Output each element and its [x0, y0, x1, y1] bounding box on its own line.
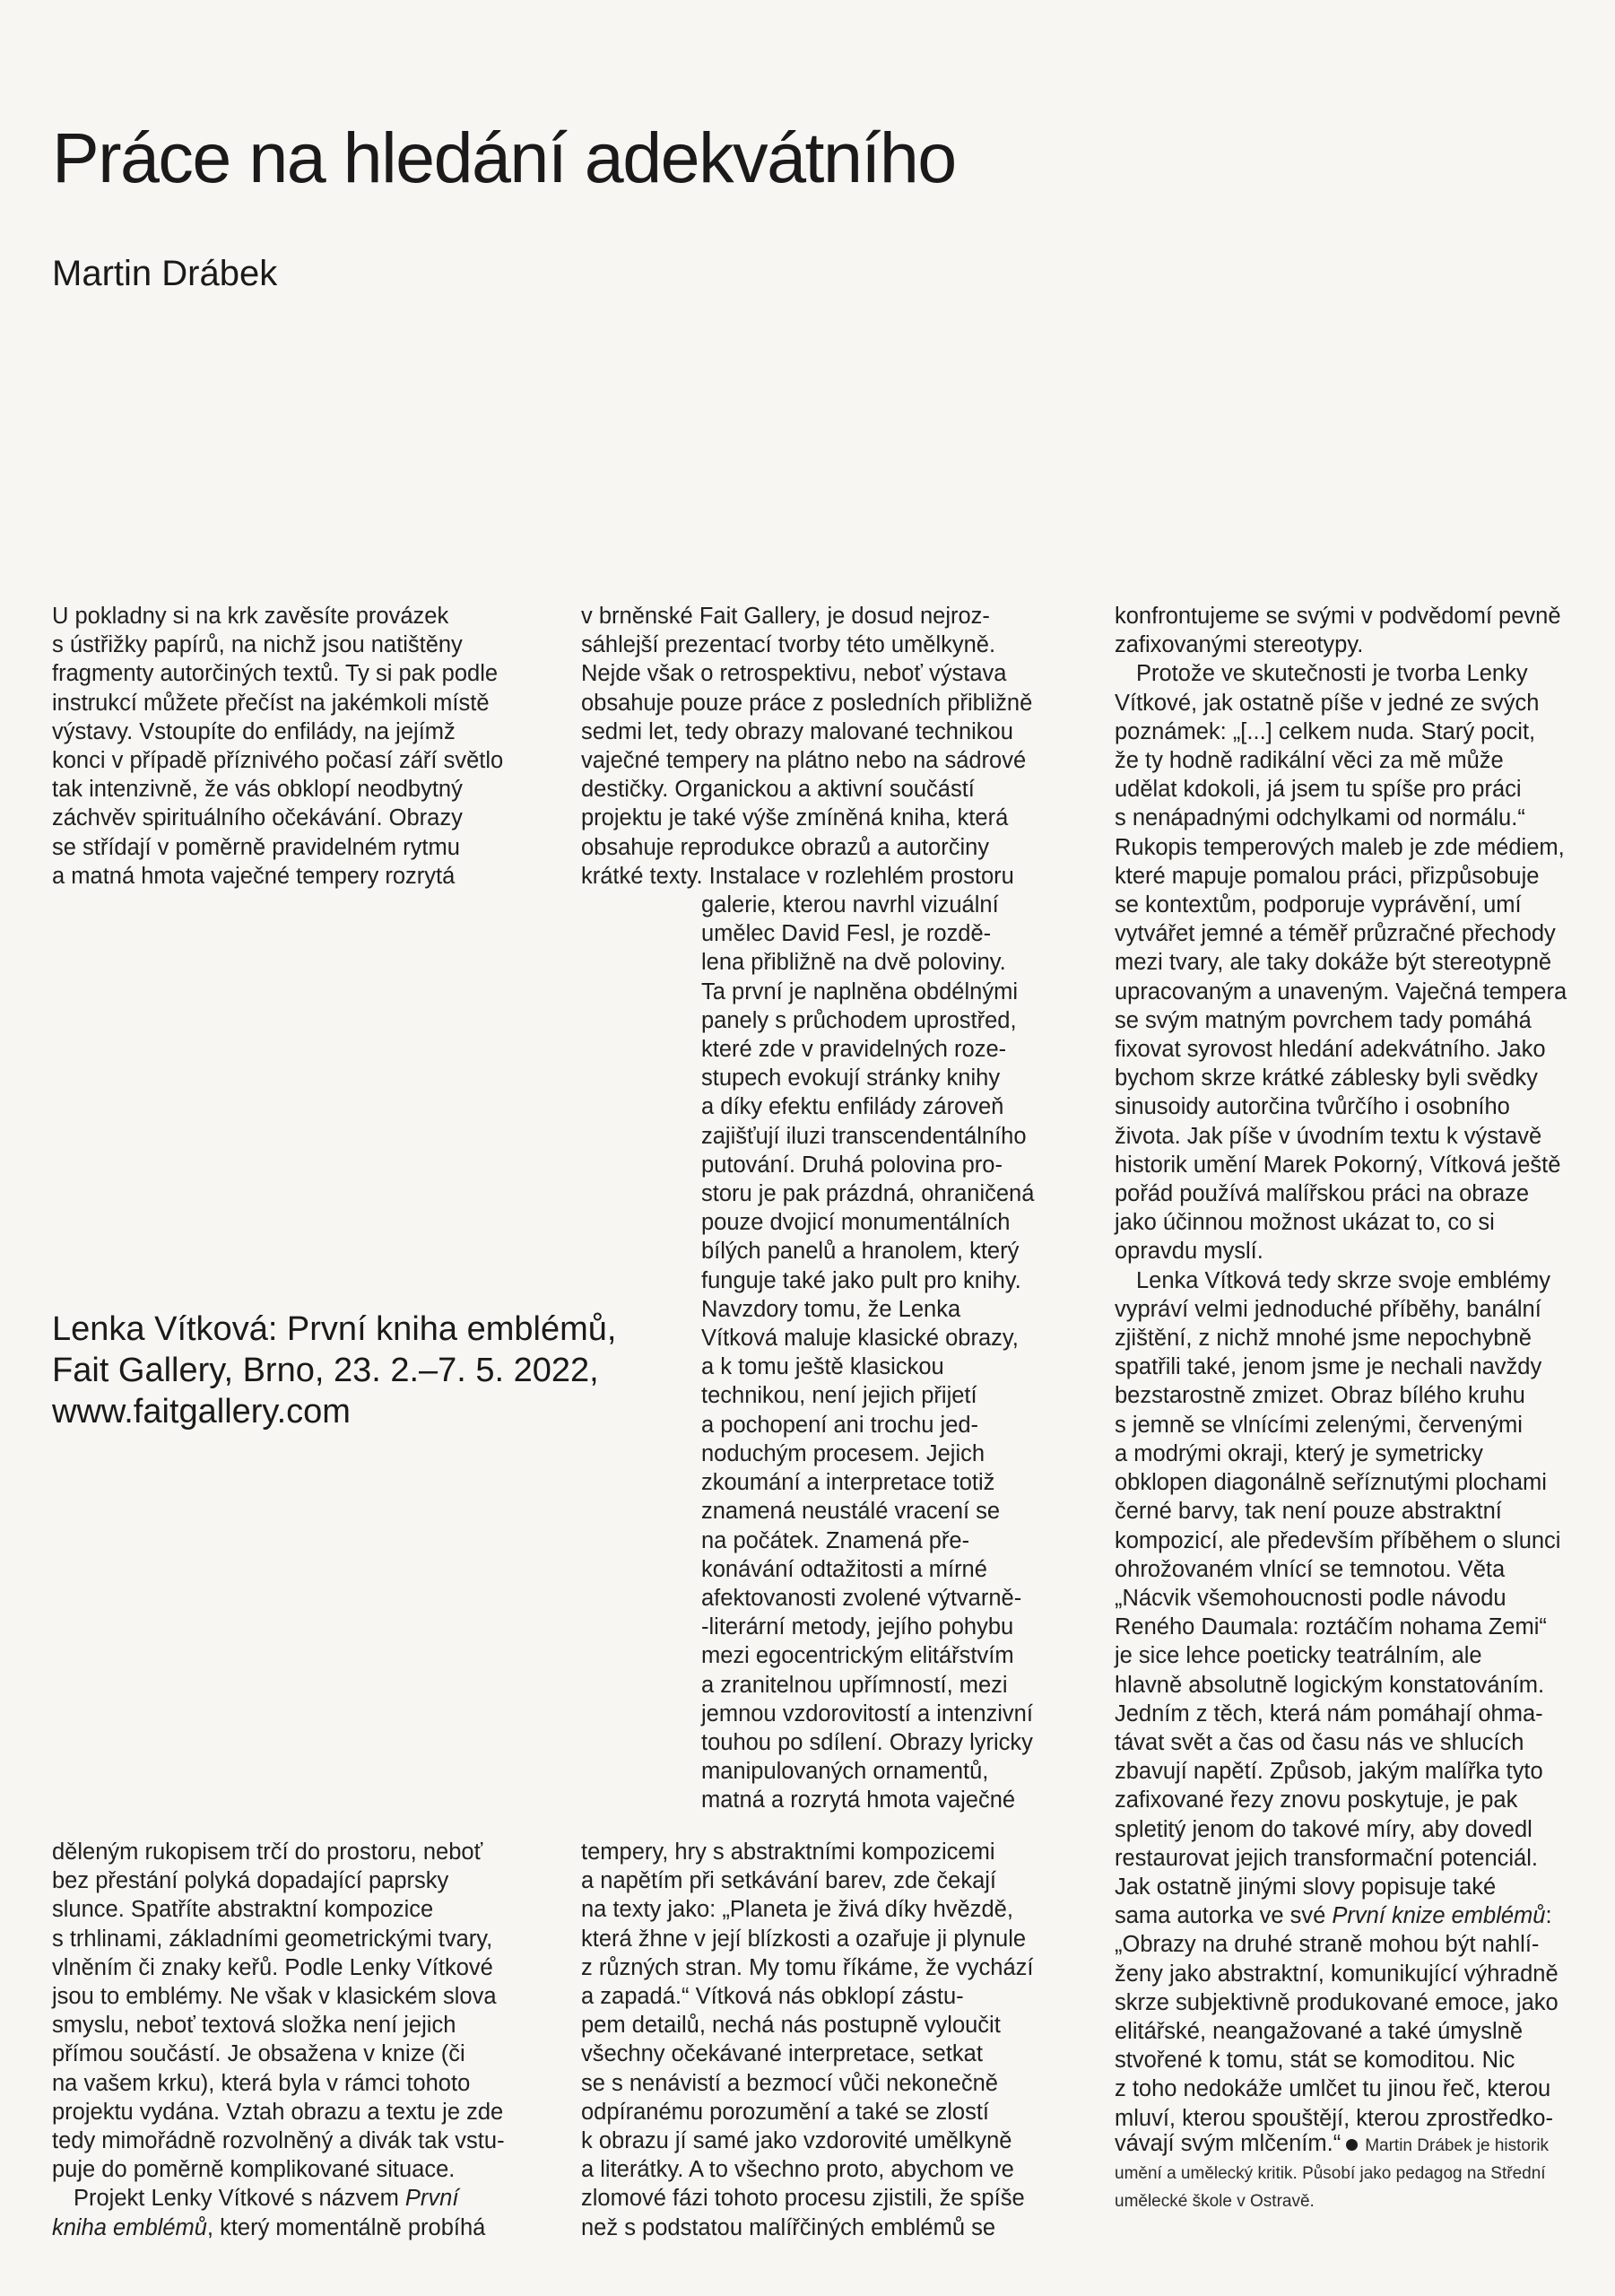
article-author: Martin Drábek	[52, 254, 278, 293]
text-line: než s podstatou malířčiných emblémů se	[581, 2214, 996, 2240]
text-line: spletitý jenom do takové míry, aby dovedl	[1115, 1816, 1533, 1842]
text-line: zafixované řezy znovu poskytuje, je pak	[1115, 1787, 1518, 1813]
text-line: a zranitelnou upřímností, mezi	[701, 1672, 1008, 1698]
text-line: noduchým procesem. Jejich	[701, 1440, 985, 1466]
text-line: Rukopis temperových maleb je zde médiem,	[1115, 834, 1565, 860]
column-1-paragraph-line: Projekt Lenky Vítkové s názvem První	[74, 2186, 459, 2212]
column-2-bottom	[581, 1838, 1092, 2242]
text-line: Protože ve skutečnosti je tvorba Lenky	[1136, 661, 1528, 687]
text-line: života. Jak píše v úvodním textu k výstavě	[1115, 1123, 1542, 1149]
text-line: spatřili také, jenom jsme je nechali navždy	[1115, 1354, 1542, 1380]
text-line: poznámek: „[...] celkem nuda. Starý pocit,	[1115, 718, 1536, 744]
text-line: k obrazu jí samé jako vzdorovité umělkyně	[581, 2128, 1012, 2154]
column-1-top	[52, 602, 554, 891]
text-line: storu je pak prázdná, ohraničená	[701, 1181, 1035, 1207]
text-line: bezstarostně zmizet. Obraz bílého kruhu	[1115, 1383, 1525, 1409]
text-line: mezi tvary, ale taky dokáže být stereotypně	[1115, 950, 1552, 976]
text-line: se s nenávistí a bezmocí vůči nekonečně	[581, 2070, 998, 2096]
text-line: záchvěv spirituálního očekávání. Obrazy	[52, 805, 463, 831]
text-line: fixovat syrovost hledání adekvátního. Jako	[1115, 1037, 1546, 1063]
text-line: tak intenzivně, že vás obklopí neodbytný	[52, 777, 463, 803]
text-line: tedy mimořádně rozvolněný a divák tak vstu-	[52, 2128, 505, 2154]
text-line: lena přibližně na dvě poloviny.	[701, 950, 1006, 976]
text-line: Lenka Vítková: První kniha emblémů,	[52, 1310, 617, 1348]
author-bio	[1115, 2130, 1613, 2215]
text-line: udělat kdokoli, já jsem tu spíše pro práci	[1115, 777, 1522, 803]
text-line: hlavně absolutně logickým konstatováním.	[1115, 1672, 1545, 1698]
text-line: ženy jako abstraktní, komunikující výhradně	[1115, 1961, 1559, 1987]
quote-end: vávají svým mlčením.“	[1115, 2131, 1341, 2156]
bio-line: umění a umělecký kritik. Působí jako pedagog na Střední	[1115, 2164, 1546, 2183]
text-line: távat svět a čas od času nás ve shlucích	[1115, 1729, 1524, 1755]
text-line: konci v případě příznivého počasí září světlo	[52, 748, 504, 774]
text-line: sedmi let, tedy obrazy malované technikou	[581, 718, 1013, 744]
text-line: umělec David Fesl, je rozdě-	[701, 921, 992, 947]
text-line: U pokladny si na krk zavěsíte provázek	[52, 604, 449, 629]
text-line: jsou to emblémy. Ne však v klasickém slova	[52, 1984, 497, 2010]
text-line: Jak ostatně jinými slovy popisuje také	[1115, 1874, 1497, 1900]
text-line: ohrožovaném vlnící se temnotou. Věta	[1115, 1556, 1506, 1582]
text-line: vytvářet jemné a téměř průzračné přechody	[1115, 921, 1556, 947]
text-line: je sice lehce poeticky teatrálním, ale	[1115, 1643, 1482, 1669]
text-line: stvořené k tomu, stát se komoditou. Nic	[1115, 2048, 1515, 2074]
text-line: slunce. Spatříte abstraktní kompozice	[52, 1897, 434, 1923]
text-line: afektovanosti zvolené výtvarně-	[701, 1585, 1022, 1611]
text-line: se svým matným povrchem tady pomáhá	[1115, 1007, 1532, 1033]
text-line: Reného Daumala: roztáčím nohama Zemi“	[1115, 1614, 1547, 1640]
text-line: galerie, kterou navrhl vizuální	[701, 892, 999, 918]
text-line: že ty hodně radikální věci za mě může	[1115, 748, 1504, 774]
column-1-bottom	[52, 1838, 554, 2242]
text-line: historik umění Marek Pokorný, Vítková ještě	[1115, 1152, 1561, 1178]
text-line: a literátky. A to všechno proto, abychom ve	[581, 2157, 1014, 2183]
text-line: Navzdory tomu, že Lenka	[701, 1296, 961, 1322]
text-line: s jemně se vlnícími zelenými, červenými	[1115, 1412, 1523, 1438]
text-line: a matná hmota vaječné tempery rozrytá	[52, 863, 456, 889]
text-line: manipulovaných ornamentů,	[701, 1759, 989, 1785]
column-1-paragraph-line: kniha emblémů, který momentálně probíhá	[52, 2214, 486, 2240]
text-line: konávání odtažitosti a mírné	[701, 1556, 987, 1582]
text-line: www.faitgallery.com	[52, 1393, 351, 1431]
text-line: „Nácvik všemohoucnosti podle návodu	[1115, 1585, 1506, 1611]
text-line: bychom skrze krátké záblesky byli svědky	[1115, 1065, 1538, 1091]
text-line: černé barvy, tak není pouze abstraktní	[1115, 1499, 1502, 1525]
text-line: pouze dvojicí monumentálních	[701, 1210, 1011, 1236]
text-line: bílých panelů a hranolem, který	[701, 1239, 1020, 1265]
column-3-line: sama autorka ve své První knize emblémů:	[1115, 1903, 1552, 1929]
text-line: se střídají v poměrně pravidelném rytmu	[52, 834, 460, 860]
text-line: kompozicí, ale především příběhem o slunci	[1115, 1527, 1561, 1553]
text-line: Vítková maluje klasické obrazy,	[701, 1326, 1019, 1352]
text-line: restaurovat jejich transformační potenciál.	[1115, 1845, 1538, 1871]
column-3	[1115, 602, 1613, 2133]
text-line: z toho nedokáže umlčet tu jinou řeč, kterou	[1115, 2076, 1551, 2102]
text-line: Ta první je naplněna obdélnými	[701, 978, 1018, 1004]
text-line: destičky. Organickou a aktivní součástí	[581, 777, 975, 803]
text-line: vaječné tempery na plátno nebo na sádrové	[581, 748, 1027, 774]
text-line: matná a rozrytá hmota vaječné	[701, 1787, 1016, 1813]
text-line: mluví, kterou spouštějí, kterou zprostředko-	[1115, 2105, 1553, 2131]
text-line: která žhne v její blízkosti a ozařuje ji plynule	[581, 1926, 1027, 1952]
text-line: Jedním z těch, která nám pomáhají ohma-	[1115, 1700, 1543, 1726]
text-line: zjištění, z nichž mnohé jsme nepochybně	[1115, 1326, 1532, 1352]
text-line: a pochopení ani trochu jed-	[701, 1412, 979, 1438]
text-line: obsahuje reprodukce obrazů a autorčiny	[581, 834, 990, 860]
text-line: vlněním či znaky keřů. Podle Lenky Vítkové	[52, 1954, 493, 1980]
text-line: s ústřižky papírů, na nichž jsou natištěny	[52, 632, 463, 658]
text-line: a modrými okraji, který je symetricky	[1115, 1440, 1483, 1466]
text-line: s trhlinami, základními geometrickými tvary,	[52, 1926, 493, 1952]
text-line: puje do poměrně komplikované situace.	[52, 2157, 456, 2183]
text-line: a k tomu ještě klasickou	[701, 1354, 944, 1380]
text-line: projektu je také výše zmíněná kniha, která	[581, 805, 1009, 831]
text-line: mezi egocentrickým elitářstvím	[701, 1643, 1014, 1669]
bio-line: umělecké škole v Ostravě.	[1115, 2192, 1315, 2211]
text-line: všechny očekávané interpretace, setkat	[581, 2041, 983, 2067]
text-line: skrze subjektivně produkované emoce, jako	[1115, 1989, 1559, 2015]
bullet-dot-icon	[1346, 2139, 1358, 2151]
text-line: zlomové fázi tohoto procesu zjistili, že spíše	[581, 2186, 1025, 2212]
text-line: zbavují napětí. Způsob, jakým malířka tyto	[1115, 1759, 1543, 1785]
text-line: které zde v pravidelných roze-	[701, 1037, 1007, 1063]
text-line: sáhlejší prezentací tvorby této umělkyně.	[581, 632, 996, 658]
text-line: pořád používá malířskou práci na obraze	[1115, 1181, 1530, 1207]
text-line: fragmenty autorčiných textů. Ty si pak podle	[52, 661, 499, 687]
text-line: se kontextům, podporuje vyprávění, umí	[1115, 892, 1522, 918]
text-line: technikou, není jejich přijetí	[701, 1383, 977, 1409]
text-line: „Obrazy na druhé straně mohou být nahlí-	[1115, 1932, 1540, 1958]
text-line: bez přestání polyká dopadající paprsky	[52, 1868, 449, 1894]
column-2-top	[581, 602, 1092, 1815]
text-line: pem detailů, nechá nás postupně vyloučit	[581, 2013, 1001, 2039]
text-line: v brněnské Fait Gallery, je dosud nejroz-	[581, 604, 990, 629]
text-line: projektu vydána. Vztah obrazu a textu je zde	[52, 2099, 504, 2125]
text-line: z různých stran. My tomu říkáme, že vychází	[581, 1954, 1034, 1980]
text-line: odpíranému porozumění a také se zlostí	[581, 2099, 990, 2125]
text-line: elitářské, neangažované a také úmyslně	[1115, 2018, 1524, 2044]
text-line: stupech evokují stránky knihy	[701, 1065, 1001, 1091]
text-line: zafixovanými stereotypy.	[1115, 632, 1364, 658]
bio-line: Martin Drábek je historik	[1365, 2136, 1550, 2155]
text-line: na vašem krku), která byla v rámci tohoto	[52, 2070, 471, 2096]
text-line: sinusoidy autorčina tvůrčího i osobního	[1115, 1094, 1510, 1120]
article-title: Práce na hledání adekvátního	[52, 117, 956, 197]
text-line: které mapuje pomalou práci, přizpůsobuje	[1115, 863, 1540, 889]
text-line: krátké texty. Instalace v rozlehlém prostoru	[581, 863, 1014, 889]
text-line: s nenápadnými odchylkami od normálu.“	[1115, 805, 1525, 831]
text-line: opravdu myslí.	[1115, 1239, 1263, 1265]
text-line: znamená neustálé vracení se	[701, 1499, 1001, 1525]
text-line: tempery, hry s abstraktními kompozicemi	[581, 1839, 995, 1865]
text-line: zkoumání a interpretace totiž	[701, 1470, 995, 1496]
text-line: funguje také jako pult pro knihy.	[701, 1267, 1021, 1293]
text-line: děleným rukopisem trčí do prostoru, neboť	[52, 1839, 483, 1865]
text-line: na texty jako: „Planeta je živá díky hvězdě,	[581, 1897, 1013, 1923]
text-line: jako účinnou možnost ukázat to, co si	[1115, 1210, 1495, 1236]
text-line: instrukcí můžete přečíst na jakémkoli místě	[52, 690, 490, 716]
text-line: přímou součástí. Je obsažena v knize (či	[52, 2041, 465, 2067]
text-line: Fait Gallery, Brno, 23. 2.–7. 5. 2022,	[52, 1352, 599, 1389]
text-line: Vítkové, jak ostatně píše v jedné ze svých	[1115, 690, 1540, 716]
text-line: vypráví velmi jednoduché příběhy, banální	[1115, 1296, 1541, 1322]
text-line: upracovaným a unaveným. Vaječná tempera	[1115, 978, 1567, 1004]
text-line: touhou po sdílení. Obrazy lyricky	[701, 1729, 1033, 1755]
text-line: na počátek. Znamená pře-	[701, 1527, 970, 1553]
text-line: panely s průchodem uprostřed,	[701, 1007, 1017, 1033]
text-line: a zapadá.“ Vítková nás obklopí zástu-	[581, 1984, 964, 2010]
text-line: zajišťují iluzi transcendentálního	[701, 1123, 1027, 1149]
text-line: putování. Druhá polovina pro-	[701, 1152, 1003, 1178]
text-line: výstavy. Vstoupíte do enfilády, na jejímž	[52, 718, 456, 744]
text-line: Nejde však o retrospektivu, neboť výstava	[581, 661, 1007, 687]
text-line: jemnou vzdorovitostí a intenzivní	[701, 1700, 1033, 1726]
text-line: smyslu, neboť textová složka není jejich	[52, 2013, 456, 2039]
text-line: a díky efektu enfilády zároveň	[701, 1094, 1004, 1120]
text-line: konfrontujeme se svými v podvědomí pevně	[1115, 604, 1561, 629]
text-line: Lenka Vítková tedy skrze svoje emblémy	[1136, 1267, 1551, 1293]
text-line: a napětím při setkávání barev, zde čekají	[581, 1868, 997, 1894]
text-line: obsahuje pouze práce z posledních přibližně	[581, 690, 1033, 716]
text-line: obklopen diagonálně seříznutými plochami	[1115, 1470, 1547, 1496]
text-line: -literární metody, jejího pohybu	[701, 1614, 1014, 1640]
